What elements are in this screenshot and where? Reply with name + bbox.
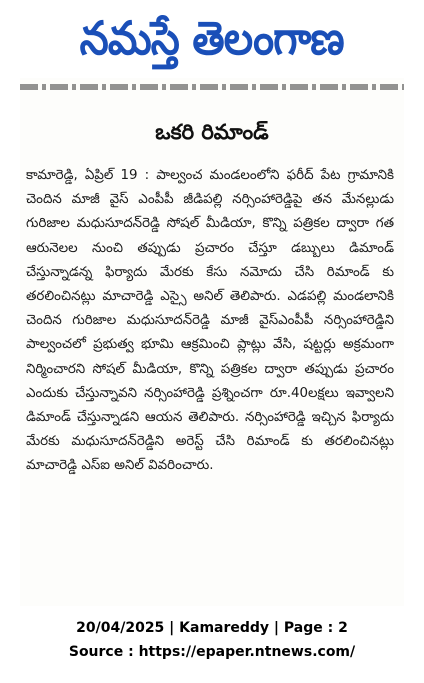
masthead-title: నమస్తే తెలంగాణ: [79, 11, 345, 65]
article-headline: ఒకరి రిమాండ్: [155, 120, 269, 144]
news-clipping: [20, 78, 404, 606]
footer-source: Source : https://epaper.ntnews.com/: [68, 644, 356, 660]
article-body: కామారెడ్డి, ఏప్రిల్ 19 : పాల్వంచ మండలంలోని ఫరీద్ పేట గ్రామానికి చెందిన మాజీ వైస్ ఎంపీపీ జీడిపల్లి నర్సింహారెడ్డిపై తన మేనల్లుడు గురిజాల మధుసూదన్‌రెడ్డి సోషల్ మీడియా, కొన్ని పత్రికల ద్వారా గత ఆరునెలల నుంచి తప్పుడు ప్రచారం చేస్తూ డబ్బులు డిమాండ్ చేస్తున్నాడన్న ఫిర్యాదు మేరకు కేసు నమోదు చేసి రిమాండ్ కు తరలించినట్లు మాచారెడ్డి ఎస్సై అనిల్ తెలిపారు. ఎడపల్లి మండలానికి చెందిన గురిజాల మధుసూదన్‌రెడ్డి మాజీ వైస్‌ఎంపీపీ నర్సింహారెడ్డిని పాల్వంచలో ప్రభుత్వ భూమి ఆక్రమించి ప్లాట్లు వేసి, షట్టర్లు అక్రమంగా నిర్మించారని సోషల్ మీడియా, కొన్ని పత్రికల ద్వారా తప్పుడు ప్రచారం ఎందుకు చేస్తున్నావని నర్సింహారెడ్డి ప్రశ్నించగా రూ.40లక్షలు ఇవ్వాలని డిమాండ్ చేస్తున్నాడని ఆయన తెలిపారు. నర్సింహారెడ్డి ఇచ్చిన ఫిర్యాదు మేరకు మధుసూదన్‌రెడ్డిని అరెస్ట్ చేసి రిమాండ్ కు తరలించినట్లు మాచారెడ్డి ఎస్ఐ అనిల్ వివరించారు.: [26, 168, 394, 474]
clipping-cut-edge: [20, 78, 404, 90]
masthead-logo: [20, 6, 404, 70]
clipping-footer: [0, 616, 424, 664]
footer-date-edition: 20/04/2025 | Kamareddy | Page : 2: [76, 620, 348, 636]
